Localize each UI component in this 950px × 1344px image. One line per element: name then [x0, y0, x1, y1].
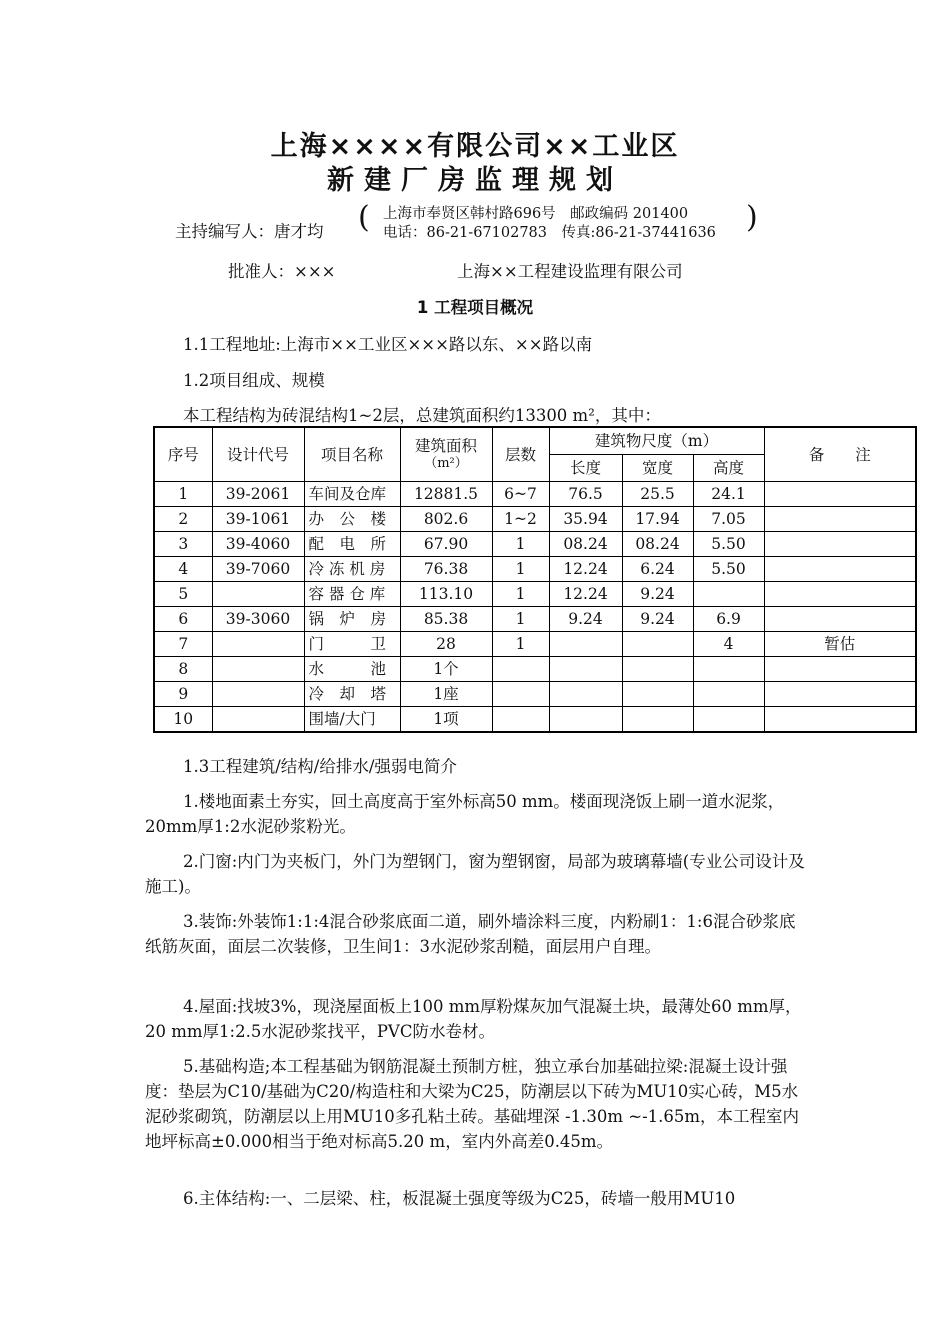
- cell-width: 17.94: [622, 507, 693, 532]
- header-floors: 层数: [492, 427, 549, 482]
- cell-area: 113.10: [400, 582, 492, 607]
- table-row: [154, 482, 916, 507]
- editor-line: 主持编写人：唐才均: [175, 222, 324, 241]
- header-code: 设计代号: [212, 427, 304, 482]
- cell-length: [549, 632, 622, 657]
- cell-name: 围墙/大门: [304, 707, 400, 733]
- cell-seq: 9: [154, 682, 212, 707]
- cell-name: 配 电 所: [304, 532, 400, 557]
- cell-area: 67.90: [400, 532, 492, 557]
- header-remark: 备 注: [764, 427, 916, 482]
- open-paren: (: [358, 200, 370, 235]
- cell-remark: [764, 507, 916, 532]
- cell-seq: 2: [154, 507, 212, 532]
- cell-code: 39-2061: [212, 482, 304, 507]
- table-body: [154, 482, 916, 733]
- table-row: [154, 707, 916, 733]
- cell-height: 24.1: [693, 482, 764, 507]
- header-width: 宽度: [622, 455, 693, 482]
- cell-seq: 1: [154, 482, 212, 507]
- table-row: [154, 657, 916, 682]
- cell-area: 76.38: [400, 557, 492, 582]
- company-name: 上海××工程建设监理有限公司: [457, 262, 683, 281]
- cell-floors: 6~7: [492, 482, 549, 507]
- cell-code: 39-3060: [212, 607, 304, 632]
- cell-remark: [764, 657, 916, 682]
- paragraph-decoration: 3.装饰:外装饰1:1:4混合砂浆底面二道，刷外墙涂料三度，内粉刷1：1:6混合砂浆底纸筋灰面，面层二次装修，卫生间1：3水泥砂浆刮糙，面层用户自理。: [145, 912, 796, 956]
- table-row: [154, 507, 916, 532]
- paragraph-roof: 4.屋面:找坡3%，现浇屋面板上100 mm厚粉煤灰加气混凝土块，最薄处60 mm厚，20 mm厚1:2.5水泥砂浆找平，PVC防水卷材。: [145, 997, 802, 1041]
- cell-area: 1个: [400, 657, 492, 682]
- cell-height: [693, 657, 764, 682]
- cell-height: 7.05: [693, 507, 764, 532]
- header-area-unit: （m²）: [424, 455, 468, 471]
- cell-area: 85.38: [400, 607, 492, 632]
- cell-code: [212, 632, 304, 657]
- close-paren: ): [746, 200, 758, 235]
- cell-floors: [492, 682, 549, 707]
- approver-line: 批准人：×××: [228, 262, 336, 281]
- header-area-label: 建筑面积: [414, 436, 477, 455]
- address-line: 上海市奉贤区韩村路696号 邮政编码 201400: [383, 206, 689, 222]
- table-row: [154, 557, 916, 582]
- cell-height: 5.50: [693, 532, 764, 557]
- cell-name: 办 公 楼: [304, 507, 400, 532]
- table-row: [154, 632, 916, 657]
- header-height: 高度: [693, 455, 764, 482]
- table-row: [154, 582, 916, 607]
- cell-height: [693, 707, 764, 733]
- cell-name: 水 池: [304, 657, 400, 682]
- cell-seq: 10: [154, 707, 212, 733]
- table-row: [154, 682, 916, 707]
- cell-seq: 3: [154, 532, 212, 557]
- cell-area: 1座: [400, 682, 492, 707]
- cell-length: 35.94: [549, 507, 622, 532]
- paragraph-foundation: 5.基础构造;本工程基础为钢筋混凝土预制方桩，独立承台加基础拉梁:混凝土设计强度：垫层为C10/基础为C20/构造柱和大梁为C25，防潮层以下砖为MU10实心砖，M5水泥砂浆砌筑，防潮层以上用MU10多孔粘土砖。基础埋深 -1.30m ~-1.65m，本工程室内地坪标高±0.000相当于绝对标高5.20 m，室内外高差0.45m。: [145, 1057, 800, 1151]
- cell-seq: 8: [154, 657, 212, 682]
- cell-floors: [492, 657, 549, 682]
- cell-width: 9.24: [622, 607, 693, 632]
- table-row: [154, 532, 916, 557]
- cell-name: 容 器 仓 库: [304, 582, 400, 607]
- cell-remark: [764, 607, 916, 632]
- cell-area: 802.6: [400, 507, 492, 532]
- cell-name: 车间及仓库: [304, 482, 400, 507]
- paragraph-main-structure: 6.主体结构:一、二层梁、柱，板混凝土强度等级为C25，砖墙一般用MU10: [183, 1189, 736, 1208]
- paragraph-doors-windows: 2.门窗:内门为夹板门，外门为塑钢门，窗为塑钢窗，局部为玻璃幕墙(专业公司设计及施工)。: [145, 852, 805, 896]
- cell-floors: 1: [492, 632, 549, 657]
- document-title-line2: 新建厂房监理规划: [327, 165, 623, 196]
- cell-height: [693, 582, 764, 607]
- cell-code: [212, 657, 304, 682]
- cell-floors: 1~2: [492, 507, 549, 532]
- cell-code: [212, 682, 304, 707]
- cell-length: 08.24: [549, 532, 622, 557]
- cell-length: 76.5: [549, 482, 622, 507]
- cell-height: 5.50: [693, 557, 764, 582]
- cell-width: 08.24: [622, 532, 693, 557]
- cell-floors: 1: [492, 557, 549, 582]
- cell-name: 冷 冻 机 房: [304, 557, 400, 582]
- cell-area: 12881.5: [400, 482, 492, 507]
- project-composition: 1.2项目组成、规模: [183, 371, 325, 390]
- cell-length: [549, 707, 622, 733]
- cell-seq: 6: [154, 607, 212, 632]
- cell-floors: [492, 707, 549, 733]
- paragraph-floors: 1.楼地面素土夯实，回土高度高于室外标高50 mm。楼面现浇饭上刷一道水泥浆，20mm厚1:2水泥砂浆粉光。: [145, 792, 785, 836]
- cell-width: 25.5: [622, 482, 693, 507]
- cell-name: 锅 炉 房: [304, 607, 400, 632]
- section-heading-1-3: 1.3工程建筑/结构/给排水/强弱电简介: [183, 757, 457, 776]
- header-area: [400, 427, 492, 482]
- cell-remark: [764, 582, 916, 607]
- cell-area: 1项: [400, 707, 492, 733]
- cell-floors: 1: [492, 582, 549, 607]
- cell-remark: [764, 557, 916, 582]
- cell-area: 28: [400, 632, 492, 657]
- cell-remark: [764, 482, 916, 507]
- cell-length: 9.24: [549, 607, 622, 632]
- project-table: [153, 426, 917, 733]
- cell-seq: 4: [154, 557, 212, 582]
- cell-code: [212, 582, 304, 607]
- cell-width: [622, 632, 693, 657]
- cell-width: 9.24: [622, 582, 693, 607]
- cell-length: 12.24: [549, 557, 622, 582]
- cell-remark: [764, 532, 916, 557]
- header-name: 项目名称: [304, 427, 400, 482]
- cell-remark: [764, 682, 916, 707]
- cell-name: 门 卫: [304, 632, 400, 657]
- cell-height: 6.9: [693, 607, 764, 632]
- section-heading-1: 1 工程项目概况: [416, 298, 534, 317]
- cell-height: 4: [693, 632, 764, 657]
- cell-width: [622, 707, 693, 733]
- table-row: [154, 607, 916, 632]
- cell-remark: [764, 707, 916, 733]
- cell-height: [693, 682, 764, 707]
- cell-length: 12.24: [549, 582, 622, 607]
- cell-width: [622, 657, 693, 682]
- cell-name: 冷 却 塔: [304, 682, 400, 707]
- cell-width: 6.24: [622, 557, 693, 582]
- header-seq: 序号: [154, 427, 212, 482]
- project-scale-intro: 本工程结构为砖混结构1~2层，总建筑面积约13300 m²，其中：: [183, 406, 661, 425]
- cell-length: [549, 682, 622, 707]
- cell-floors: 1: [492, 607, 549, 632]
- header-dims: 建筑物尺度（m）: [549, 427, 764, 455]
- project-address: 1.1工程地址:上海市××工业区×××路以东、××路以南: [183, 335, 593, 354]
- cell-length: [549, 657, 622, 682]
- cell-floors: 1: [492, 532, 549, 557]
- cell-width: [622, 682, 693, 707]
- cell-code: [212, 707, 304, 733]
- cell-remark: 暂估: [764, 632, 916, 657]
- cell-code: 39-1061: [212, 507, 304, 532]
- document-title-line1: 上海××××有限公司××工业区: [270, 131, 680, 162]
- cell-seq: 5: [154, 582, 212, 607]
- header-length: 长度: [549, 455, 622, 482]
- phone-fax-line: 电话：86-21-67102783 传真:86-21-37441636: [383, 225, 716, 241]
- cell-seq: 7: [154, 632, 212, 657]
- cell-code: 39-7060: [212, 557, 304, 582]
- cell-code: 39-4060: [212, 532, 304, 557]
